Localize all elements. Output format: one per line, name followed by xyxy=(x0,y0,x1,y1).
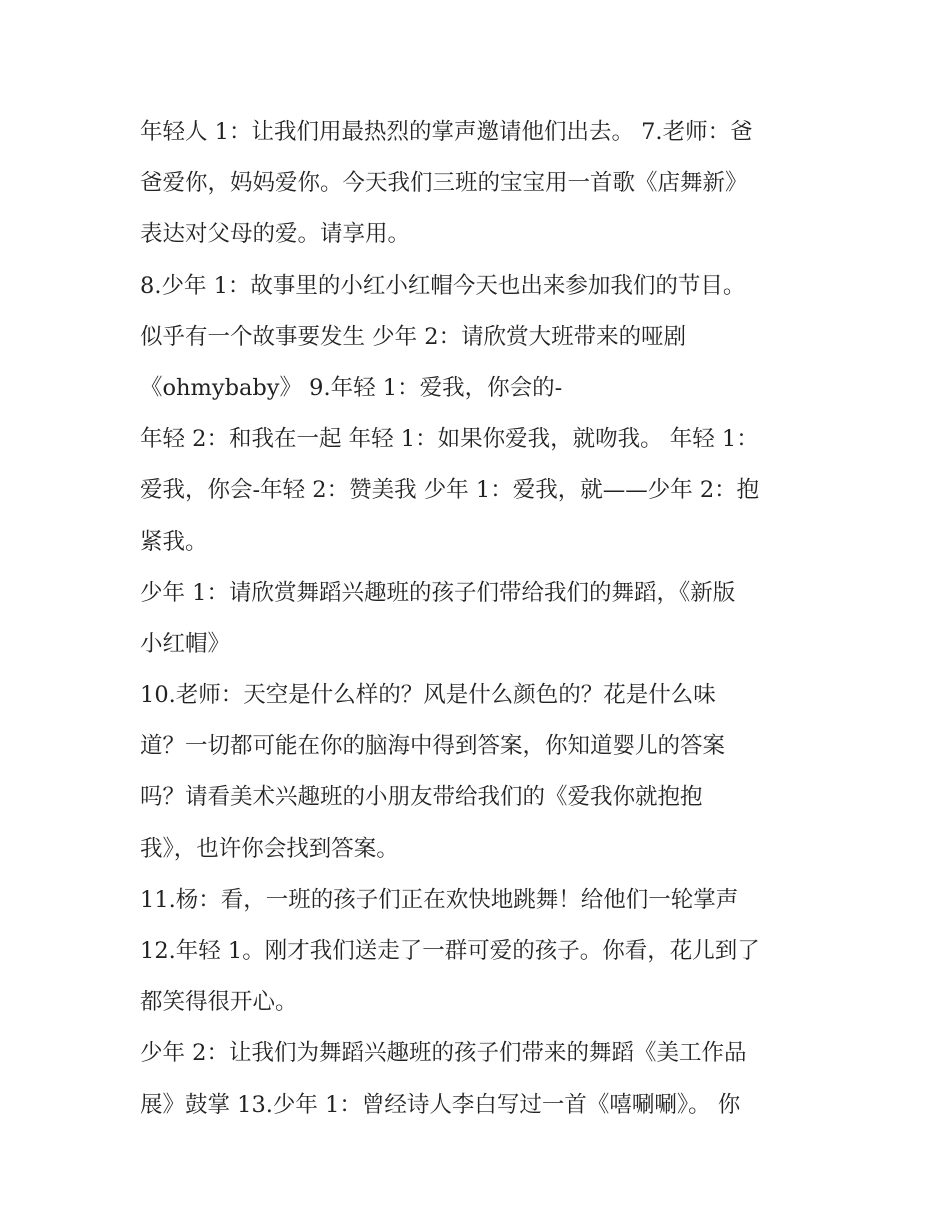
text-line: 11.杨：看，一班的孩子们正在欢快地跳舞！给他们一轮掌声 xyxy=(140,886,739,913)
text-line: 展》鼓掌 13.少年 1：曾经诗人李白写过一首《嘻唰唰》。 你 xyxy=(140,1091,741,1118)
text-line: 8.少年 1：故事里的小红小红帽今天也出来参加我们的节目。 xyxy=(140,272,746,299)
document-body xyxy=(140,107,812,1131)
text-line: 我》，也许你会找到答案。 xyxy=(140,835,399,862)
text-line: 年轻 2：和我在一起 年轻 1：如果你爱我，就吻我。 年轻 1： xyxy=(140,426,759,453)
text-line: 年轻人 1：让我们用最热烈的掌声邀请他们出去。 7.老师：爸 xyxy=(140,119,753,145)
text-line: 少年 2：让我们为舞蹈兴趣班的孩子们带来的舞蹈《美工作品 xyxy=(140,1040,747,1067)
text-line: 吗？请看美术兴趣班的小朋友带给我们的《爱我你就抱抱 xyxy=(140,784,703,811)
text-line: 表达对父母的爱。请享用。 xyxy=(140,221,411,248)
text-line: 10.老师：天空是什么样的？风是什么颜色的？花是什么味 xyxy=(140,682,716,709)
text-line: 紧我。 xyxy=(140,528,208,555)
text-line: 都笑得很开心。 xyxy=(140,989,298,1016)
text-line: 12.年轻 1。刚才我们送走了一群可爱的孩子。你看，花儿到了 xyxy=(140,938,760,964)
text-line: 少年 1：请欣赏舞蹈兴趣班的孩子们带给我们的舞蹈，《新版 xyxy=(140,579,736,606)
text-line: 道？一切都可能在你的脑海中得到答案，你知道婴儿的答案 xyxy=(140,733,726,760)
text-line: 小红帽》 xyxy=(140,630,231,657)
text-line: 爱我，你会-年轻 2：赞美我 少年 1：爱我，就——少年 2：抱 xyxy=(140,477,760,504)
text-line: 《ohmybaby》 9.年轻 1：爱我，你会的- xyxy=(140,374,563,401)
text-line: 似乎有一个故事要发生 少年 2：请欣赏大班带来的哑剧 xyxy=(140,323,687,350)
text-line: 爸爱你，妈妈爱你。今天我们三班的宝宝用一首歌《店舞新》 xyxy=(140,170,748,197)
